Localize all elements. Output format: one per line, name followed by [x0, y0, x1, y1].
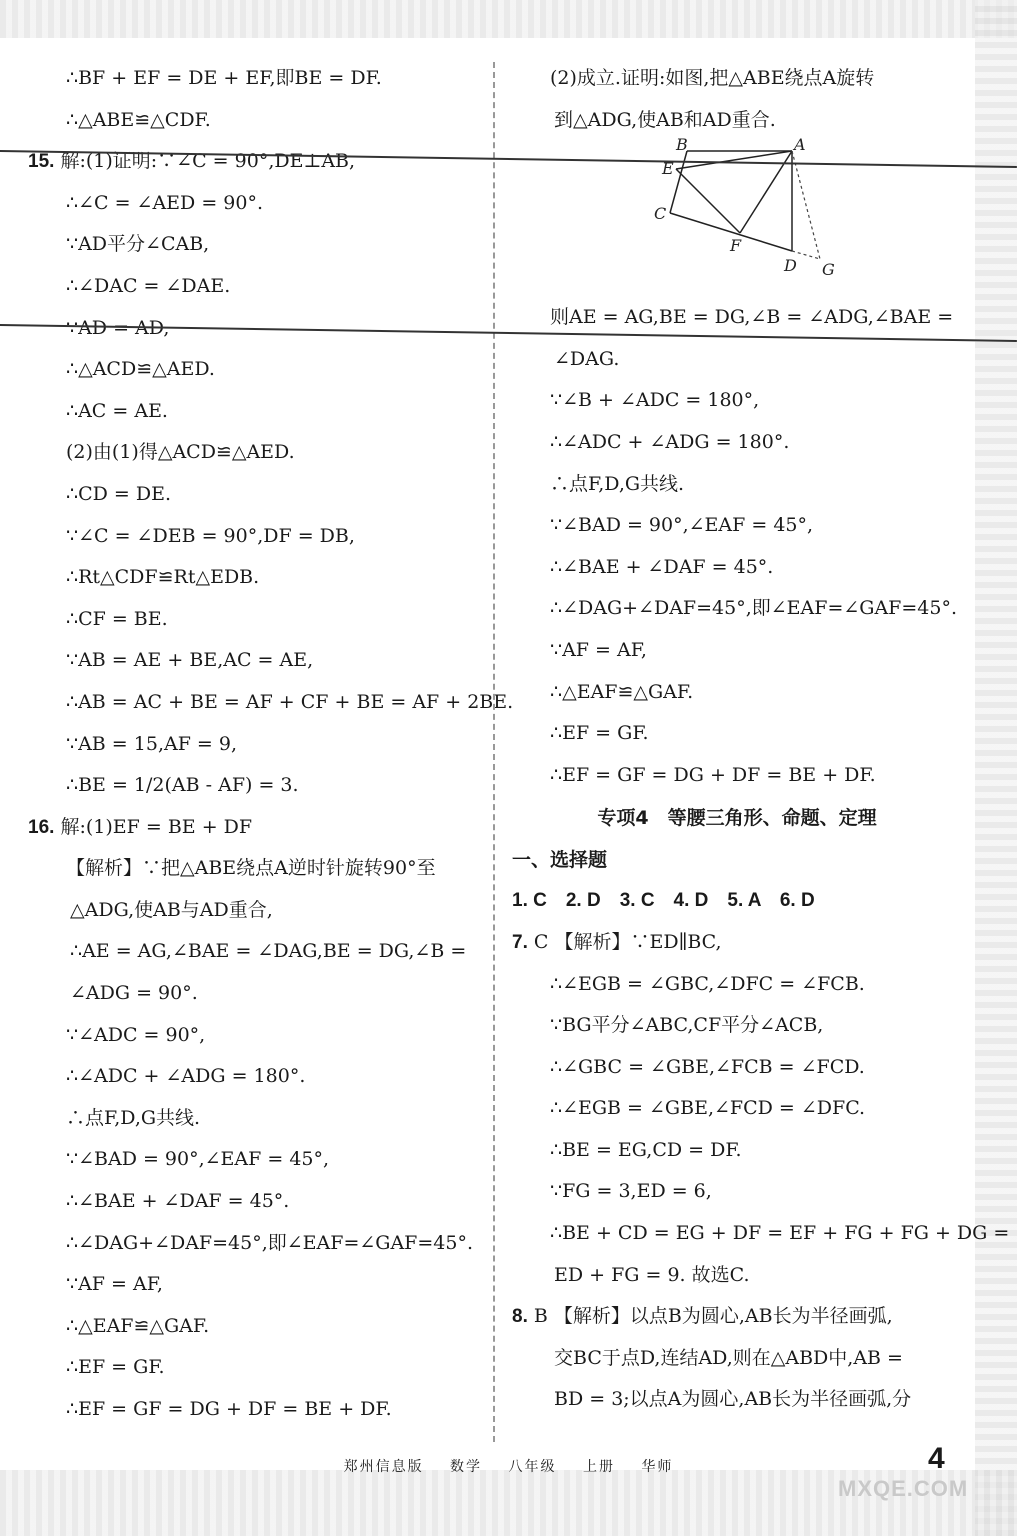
text-line [28, 1056, 483, 1098]
figure-label-d: D [784, 256, 797, 276]
text-line [28, 432, 483, 474]
question-number: 7. [512, 931, 528, 953]
line-text: ED + FG = 9. 故选C. [554, 1263, 750, 1286]
text-line [28, 1264, 483, 1306]
text-line [28, 1139, 483, 1181]
footer-volume: 上册 [582, 1459, 615, 1475]
text-line [28, 1015, 483, 1057]
text-line [512, 1171, 962, 1213]
line-text: ∠ADG = 90°. [70, 982, 198, 1005]
line-text: ∴EF = GF. [550, 722, 649, 745]
question-number: 15. [28, 151, 55, 173]
line-text: ∴∠DAC = ∠DAE. [66, 274, 231, 297]
text-line [28, 516, 483, 558]
text-line [28, 349, 483, 391]
line-text: ∴AE = AG,∠BAE = ∠DAG,BE = DG,∠B = [70, 940, 467, 963]
text-line [512, 464, 962, 506]
line-text: ∴CD = DE. [66, 482, 172, 505]
line-text: ∴AB = AC + BE = AF + CF + BE = AF + 2BE. [66, 690, 514, 713]
text-line [28, 682, 514, 724]
figure-label-g: G [822, 260, 835, 280]
text-line [512, 422, 962, 464]
text-line [28, 183, 483, 225]
text-line [28, 58, 483, 100]
line-text: 交BC于点D,连结AD,则在△ABD中,AB = [554, 1346, 903, 1369]
footer-edition: 郑州信息版 [343, 1459, 424, 1475]
line-text: ∴∠DAG+∠DAF=45°,即∠EAF=∠GAF=45°. [66, 1231, 474, 1254]
text-line [512, 1047, 962, 1089]
answer-key-line: 1. C 2. D 3. C 4. D 5. A 6. D [512, 890, 815, 912]
line-text: ∴BE = 1/2(AB - AF) = 3. [66, 774, 299, 797]
text-line [512, 1296, 962, 1338]
footer-publisher: 华师 [641, 1459, 674, 1475]
left-column [28, 58, 514, 1431]
line-text: ∵AB = AE + BE,AC = AE, [66, 649, 314, 672]
line-text: ∴AC = AE. [66, 399, 168, 422]
line-text: ∵∠ADC = 90°, [66, 1023, 206, 1046]
line-text: ∴△EAF≌△GAF. [550, 680, 694, 703]
text-line [512, 100, 962, 142]
text-line [512, 713, 962, 755]
line-text: ∴EF = GF = DG + DF = BE + DF. [550, 763, 876, 786]
line-text: ∴EF = GF. [66, 1356, 165, 1379]
line-text: ∵∠BAD = 90°,∠EAF = 45°, [66, 1148, 330, 1171]
line-text: ∵AD = AD, [66, 316, 170, 339]
section-subheading: 一、选择题 [512, 849, 608, 872]
text-line [512, 630, 962, 672]
line-text: ∴∠DAG+∠DAF=45°,即∠EAF=∠GAF=45°. [550, 597, 958, 620]
line-text: ∴∠C = ∠AED = 90°. [66, 191, 264, 214]
line-text: 【解析】∵把△ABE绕点A逆时针旋转90°至 [66, 857, 436, 880]
text-line [512, 339, 962, 381]
text-line [512, 672, 962, 714]
line-text: ∴∠EGB = ∠GBC,∠DFC = ∠FCB. [550, 972, 865, 995]
figure-label-a: A [794, 135, 806, 155]
line-text: ∵AB = 15,AF = 9, [66, 732, 238, 755]
line-text: ∴∠BAE + ∠DAF = 45°. [66, 1190, 290, 1213]
page-number: 4 [928, 1442, 945, 1475]
text-line [28, 266, 483, 308]
text-line [512, 1338, 962, 1380]
watermark: MXQE.COM [838, 1476, 969, 1501]
line-text: (2)成立.证明:如图,把△ABE绕点A旋转 [550, 67, 875, 89]
text-line [512, 1130, 962, 1172]
question-number: 16. [28, 816, 55, 838]
text-line [28, 931, 483, 973]
text-line [512, 380, 962, 422]
footer [0, 1456, 1017, 1476]
line-text: ∵FG = 3,ED = 6, [550, 1180, 712, 1203]
line-text: ∵BG平分∠ABC,CF平分∠ACB, [550, 1014, 824, 1037]
section-title: 专项4 等腰三角形、命题、定理 [597, 807, 877, 830]
line-text: 解:(1)证明:∵∠C = 90°,DE⊥AB, [60, 150, 356, 173]
text-line [512, 922, 962, 964]
line-text: ∵∠B + ∠ADC = 180°, [550, 389, 760, 412]
line-text: ∴Rt△CDF≌Rt△EDB. [66, 566, 260, 589]
figure-label-e: E [662, 159, 674, 179]
line-text: ∴∠ADC + ∠ADG = 180°. [550, 430, 790, 453]
text-line [28, 765, 483, 807]
line-text: ∵∠C = ∠DEB = 90°,DF = DB, [66, 524, 355, 547]
line-text: ∴∠EGB = ∠GBE,∠FCD = ∠DFC. [550, 1097, 866, 1120]
text-line [512, 547, 962, 589]
text-line [28, 100, 483, 142]
text-line [28, 848, 483, 890]
line-text: ∴△ACD≌△AED. [66, 358, 215, 381]
line-text: ∴BE + CD = EG + DF = EF + FG + FG + DG = [550, 1222, 1010, 1245]
line-text: 解:(1)EF = BE + DF [60, 815, 253, 838]
figure-label-c: C [654, 204, 667, 224]
text-line [28, 1098, 483, 1140]
line-text: ∴BE = EG,CD = DF. [550, 1138, 742, 1161]
figure-label-f: F [730, 236, 742, 256]
text-line [512, 1213, 1010, 1255]
text-line [28, 1347, 483, 1389]
line-text: ∴△ABE≌△CDF. [66, 108, 211, 131]
line-text: ∵AF = AF, [550, 638, 647, 661]
line-text: △ADG,使AB与AD重合, [70, 898, 273, 921]
question-number: 8. [512, 1306, 528, 1328]
line-text: ∴点F,D,G共线. [550, 472, 685, 495]
footer-grade: 八年级 [508, 1459, 557, 1475]
text-line [28, 224, 483, 266]
text-line [512, 588, 962, 630]
text-line [28, 807, 483, 849]
text-line [28, 1223, 483, 1265]
text-line [28, 141, 483, 183]
line-text: C 【解析】∵ED∥BC, [533, 930, 722, 953]
text-line [28, 557, 483, 599]
line-text: ∵AF = AF, [66, 1273, 163, 1296]
line-text: ∴∠BAE + ∠DAF = 45°. [550, 555, 774, 578]
line-text: ∴EF = GF = DG + DF = BE + DF. [66, 1398, 392, 1420]
text-line [512, 1005, 962, 1047]
text-line [28, 973, 483, 1015]
line-text: BD = 3;以点A为圆心,AB长为半径画弧,分 [554, 1388, 912, 1411]
right-column [512, 58, 1010, 1421]
line-text: ∵AD平分∠CAB, [66, 233, 210, 256]
line-text: ∠DAG. [554, 347, 620, 370]
line-text: ∴BF + EF = DE + EF,即BE = DF. [66, 67, 382, 89]
text-line [512, 964, 962, 1006]
text-line [28, 724, 483, 766]
text-line [512, 1088, 962, 1130]
text-line [512, 1255, 962, 1297]
line-text: ∴CF = BE. [66, 607, 168, 630]
text-line [28, 599, 483, 641]
line-text: 则AE = AG,BE = DG,∠B = ∠ADG,∠BAE = [550, 306, 954, 329]
line-text: ∴点F,D,G共线. [66, 1106, 201, 1129]
column-divider [493, 62, 495, 1442]
line-text: 到△ADG,使AB和AD重合. [554, 108, 776, 131]
line-text: (2)由(1)得△ACD≌△AED. [66, 441, 295, 464]
line-text: ∴∠ADC + ∠ADG = 180°. [66, 1065, 306, 1088]
text-line [28, 391, 483, 433]
text-line [28, 890, 483, 932]
text-line [28, 1181, 483, 1223]
line-text: B 【解析】以点B为圆心,AB长为半径画弧, [533, 1305, 893, 1328]
footer-subject: 数学 [450, 1459, 483, 1475]
line-text: ∴△EAF≌△GAF. [66, 1314, 210, 1337]
text-line [512, 505, 962, 547]
line-text: ∵∠BAD = 90°,∠EAF = 45°, [550, 514, 814, 537]
figure-label-b: B [676, 135, 688, 155]
text-line [28, 640, 483, 682]
text-line [28, 1389, 483, 1431]
text-line [512, 755, 962, 797]
text-line [512, 58, 962, 100]
text-line [512, 1379, 962, 1421]
text-line [28, 1306, 483, 1348]
text-line [28, 474, 483, 516]
line-text: ∴∠GBC = ∠GBE,∠FCB = ∠FCD. [550, 1055, 865, 1078]
